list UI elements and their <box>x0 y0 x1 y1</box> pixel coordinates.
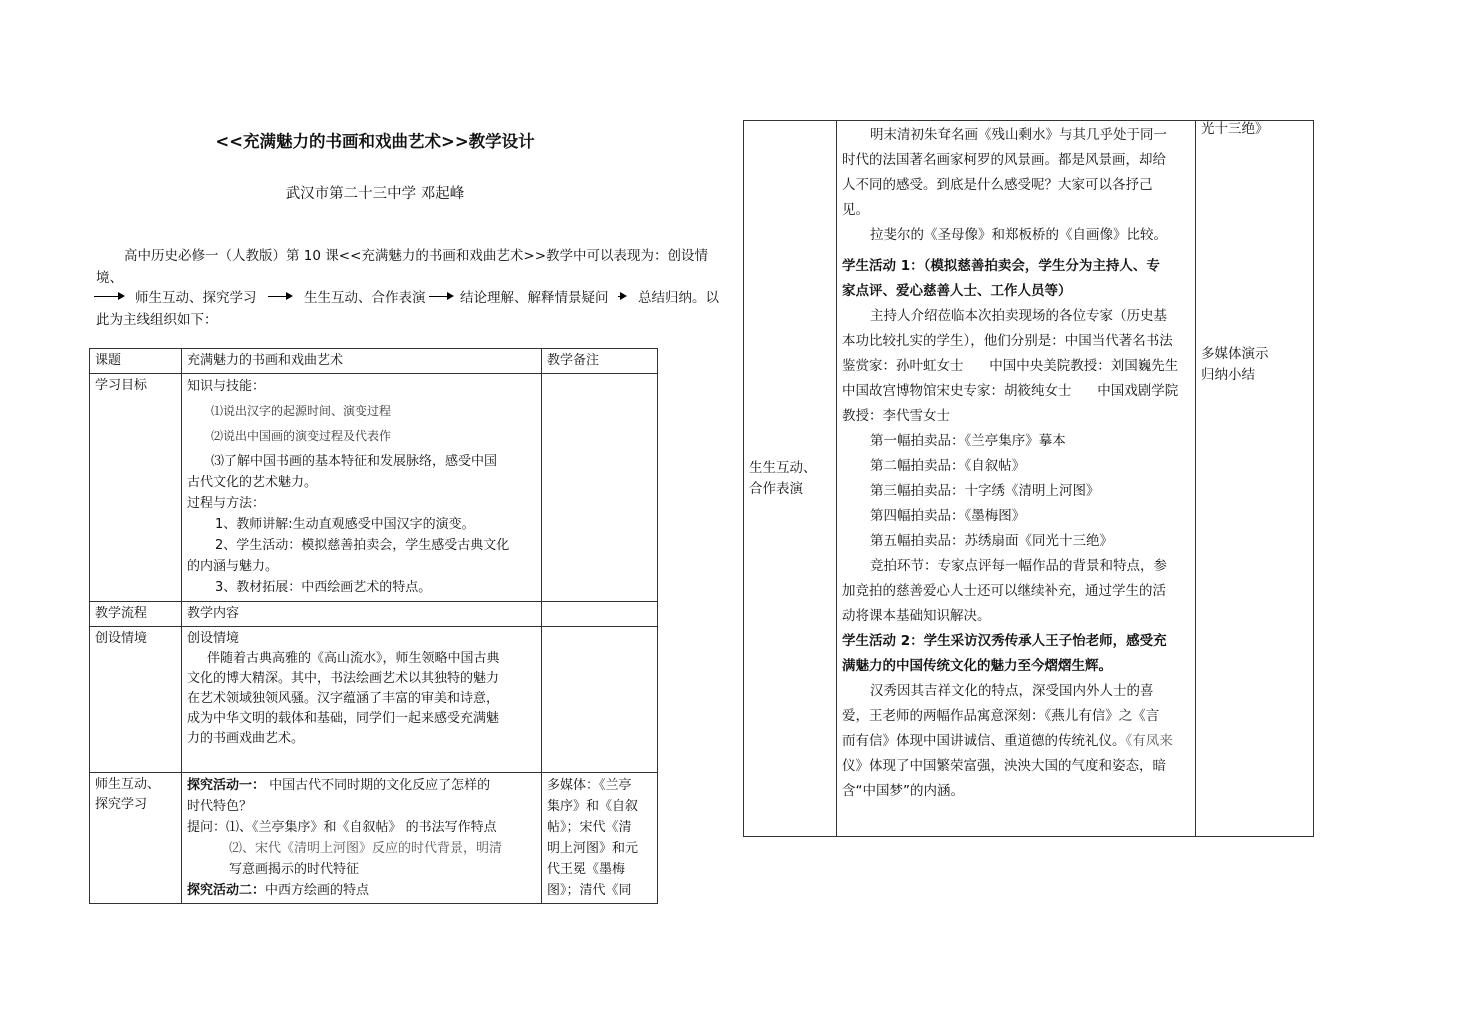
item-1: 第一幅拍卖品：《兰亭集序》摹本 <box>870 433 1066 449</box>
compare-line-1: 明末清初朱耷名画《残山剩水》与其几乎处于同一 <box>870 127 1167 143</box>
flow-tail: 此为主线组织如下： <box>96 312 218 328</box>
item-4: 第四幅拍卖品：《墨梅图》 <box>870 508 1026 524</box>
arrow-icon <box>268 296 288 297</box>
bid-line-2: 加竞拍的慈善爱心人士还可以继续补充，通过学生的活 <box>842 583 1166 599</box>
hanxiu-line-3b: 《有凤来 <box>1125 733 1173 749</box>
explore-notes <box>542 773 658 904</box>
activity-2-text: 中西方绘画的特点 <box>265 883 370 898</box>
flow-step-3: 结论理解、解释情景疑问 <box>460 290 609 306</box>
note-line: 帖》；宋代《清 <box>547 820 632 835</box>
explore-content <box>182 773 542 904</box>
arrow-icon <box>429 296 449 297</box>
document-title: <<充满魅力的书画和戏曲艺术>>教学设计 <box>215 132 535 151</box>
arrow-icon <box>618 296 622 297</box>
compare-line-2: 时代的法国著名画家柯罗的风景画。都是风景画，却给 <box>842 152 1166 168</box>
cooperate-label <box>744 121 837 837</box>
goal-k3a: ⑶了解中国书画的基本特征和发展脉络，感受中国 <box>211 454 498 469</box>
goal-p3: 3、教材拓展：中西绘画艺术的特点。 <box>215 580 432 595</box>
activity-2-title: 探究活动二： <box>187 883 266 898</box>
note-line: 明上河图》和元 <box>547 841 639 856</box>
bid-line-1: 竞拍环节：专家点评每一幅作品的背景和特点，参 <box>870 558 1167 574</box>
item-2: 第二幅拍卖品：《自叙帖》 <box>870 458 1026 474</box>
intro-line-1: 高中历史必修一（人教版）第 10 课<<充满魅力的书画和戏曲艺术>>教学中可以表现为：创设情 <box>124 248 709 264</box>
goal-k1: ⑴说出汉字的起源时间、演变过程 <box>211 404 392 418</box>
note-top: 光十三绝》 <box>1201 121 1269 137</box>
note-media: 多媒体演示 <box>1201 346 1269 362</box>
cooperate-notes <box>1196 121 1314 837</box>
create-line-5: 力的书画戏曲艺术。 <box>187 731 305 746</box>
explore-label-1: 师生互动、 <box>95 777 161 792</box>
lesson-table-left <box>89 348 658 904</box>
compare-line-3: 人不同的感受。到底是什么感受呢？大家可以各抒己 <box>842 177 1153 193</box>
content-header: 教学内容 <box>182 602 542 627</box>
create-title: 创设情境 <box>187 631 240 646</box>
activity-1-line-2: 时代特色？ <box>187 799 253 814</box>
flow-step-2: 生生互动、合作表演 <box>304 290 426 306</box>
goals-content <box>182 374 542 602</box>
cooperate-content <box>837 121 1196 837</box>
hanxiu-line-1: 汉秀因其吉祥文化的特点，深受国内外人士的喜 <box>870 683 1154 699</box>
header-topic: 课题 <box>90 349 182 374</box>
host-line-4: 中国故宫博物馆宋史专家：胡筱纯女士 中国戏剧学院 <box>842 383 1179 399</box>
question-1: 提问：⑴、《兰亭集序》和《自叙帖》 的书法写作特点 <box>187 820 497 835</box>
student-activity-1-a: 学生活动 1：（模拟慈善拍卖会，学生分为主持人、专 <box>842 258 1160 274</box>
create-line-2: 文化的博大精深。其中，书法绘画艺术以其独特的魅力 <box>187 671 500 686</box>
goal-p-title: 过程与方法： <box>187 496 266 511</box>
student-activity-2-a: 学生活动 2：学生采访汉秀传承人王子怡老师，感受充 <box>842 633 1167 649</box>
activity-1-title: 探究活动一： <box>187 778 266 793</box>
question-2: ⑵、宋代《清明上河图》反应的时代背景，明清 <box>229 841 503 856</box>
goal-p2a: 2、学生活动：模拟慈善拍卖会，学生感受古典文化 <box>215 538 510 553</box>
flow-step-4: 总结归纳。以 <box>638 290 719 306</box>
host-line-5: 教授：李代雪女士 <box>842 408 950 424</box>
create-notes <box>542 627 658 773</box>
create-line-3: 在艺术领域独领风骚。汉字蕴涵了丰富的审美和诗意， <box>187 691 500 706</box>
note-line: 图》；清代《同 <box>547 883 632 898</box>
student-activity-1-b: 家点评、爱心慈善人士、工作人员等） <box>842 283 1072 299</box>
goal-p2b: 的内涵与魅力。 <box>187 559 279 574</box>
note-line: 多媒体：《兰亭 <box>547 778 632 793</box>
goal-p1: 1、教师讲解:生动直观感受中国汉字的演变。 <box>215 517 475 532</box>
student-activity-2-b: 满魅力的中国传统文化的魅力至今熠熠生辉。 <box>842 658 1112 674</box>
goals-label: 学习目标 <box>90 374 182 602</box>
note-line: 集序》和《自叙 <box>547 799 639 814</box>
host-line-2: 本功比较扎实的学生），他们分别是：中国当代著名书法 <box>842 333 1173 349</box>
compare-line-5: 拉斐尔的《圣母像》和郑板桥的《自画像》比较。 <box>870 227 1167 243</box>
cooperate-label-1: 生生互动、 <box>749 459 817 476</box>
flow-header: 教学流程 <box>90 602 182 627</box>
bid-line-3: 动将课本基础知识解决。 <box>842 608 991 624</box>
compare-line-4: 见。 <box>842 202 869 218</box>
question-3: 写意画揭示的时代特征 <box>229 862 360 877</box>
goal-k-title: 知识与技能： <box>187 379 266 394</box>
host-line-1: 主持人介绍莅临本次拍卖现场的各位专家（历史基 <box>870 308 1167 324</box>
header-notes: 教学备注 <box>542 349 658 374</box>
create-label: 创设情境 <box>90 627 182 773</box>
host-line-3: 鉴赏家：孙叶虹女士 中国中央美院教授：刘国巍先生 <box>842 358 1179 374</box>
item-5: 第五幅拍卖品：苏绣扇面《同光十三绝》 <box>870 533 1113 549</box>
flow-header-notes <box>542 602 658 627</box>
explore-label-2: 探究学习 <box>95 797 148 812</box>
author-line: 武汉市第二十三中学 邓起峰 <box>285 186 465 202</box>
lesson-table-right <box>743 120 1314 837</box>
hanxiu-line-5: 含“中国梦”的内涵。 <box>842 783 964 799</box>
hanxiu-line-2: 爱，王老师的两幅作品寓意深刻：《燕儿有信》之《言 <box>842 708 1160 724</box>
note-summary: 归纳小结 <box>1201 367 1255 383</box>
arrow-icon <box>94 296 120 297</box>
explore-label <box>90 773 182 904</box>
cooperate-label-2: 合作表演 <box>749 480 803 497</box>
header-topic-value: 充满魅力的书画和戏曲艺术 <box>182 349 542 374</box>
intro-line-2: 境、 <box>96 270 123 286</box>
item-3: 第三幅拍卖品：十字绣《清明上河图》 <box>870 483 1100 499</box>
note-line: 代王冕《墨梅 <box>547 862 626 877</box>
activity-1-text: 中国古代不同时期的文化反应了怎样的 <box>265 778 491 793</box>
hanxiu-line-4: 仪》体现了中国繁荣富强，泱泱大国的气度和姿态，暗 <box>842 758 1166 774</box>
goal-k2: ⑵说出中国画的演变过程及代表作 <box>211 429 392 443</box>
goal-k3b: 古代文化的艺术魅力。 <box>187 475 318 490</box>
intro-paragraph <box>96 245 726 289</box>
create-content <box>182 627 542 773</box>
create-line-1: 伴随着古典高雅的《高山流水》，师生领略中国古典 <box>207 651 500 666</box>
create-line-4: 成为中华文明的载体和基础，同学们一起来感受充满魅 <box>187 711 500 726</box>
hanxiu-line-3: 而有信》体现中国讲诚信、重道德的传统礼仪。 <box>842 733 1126 749</box>
goals-notes <box>542 374 658 602</box>
flow-step-1: 师生互动、探究学习 <box>135 290 257 306</box>
flow-line <box>92 286 732 308</box>
